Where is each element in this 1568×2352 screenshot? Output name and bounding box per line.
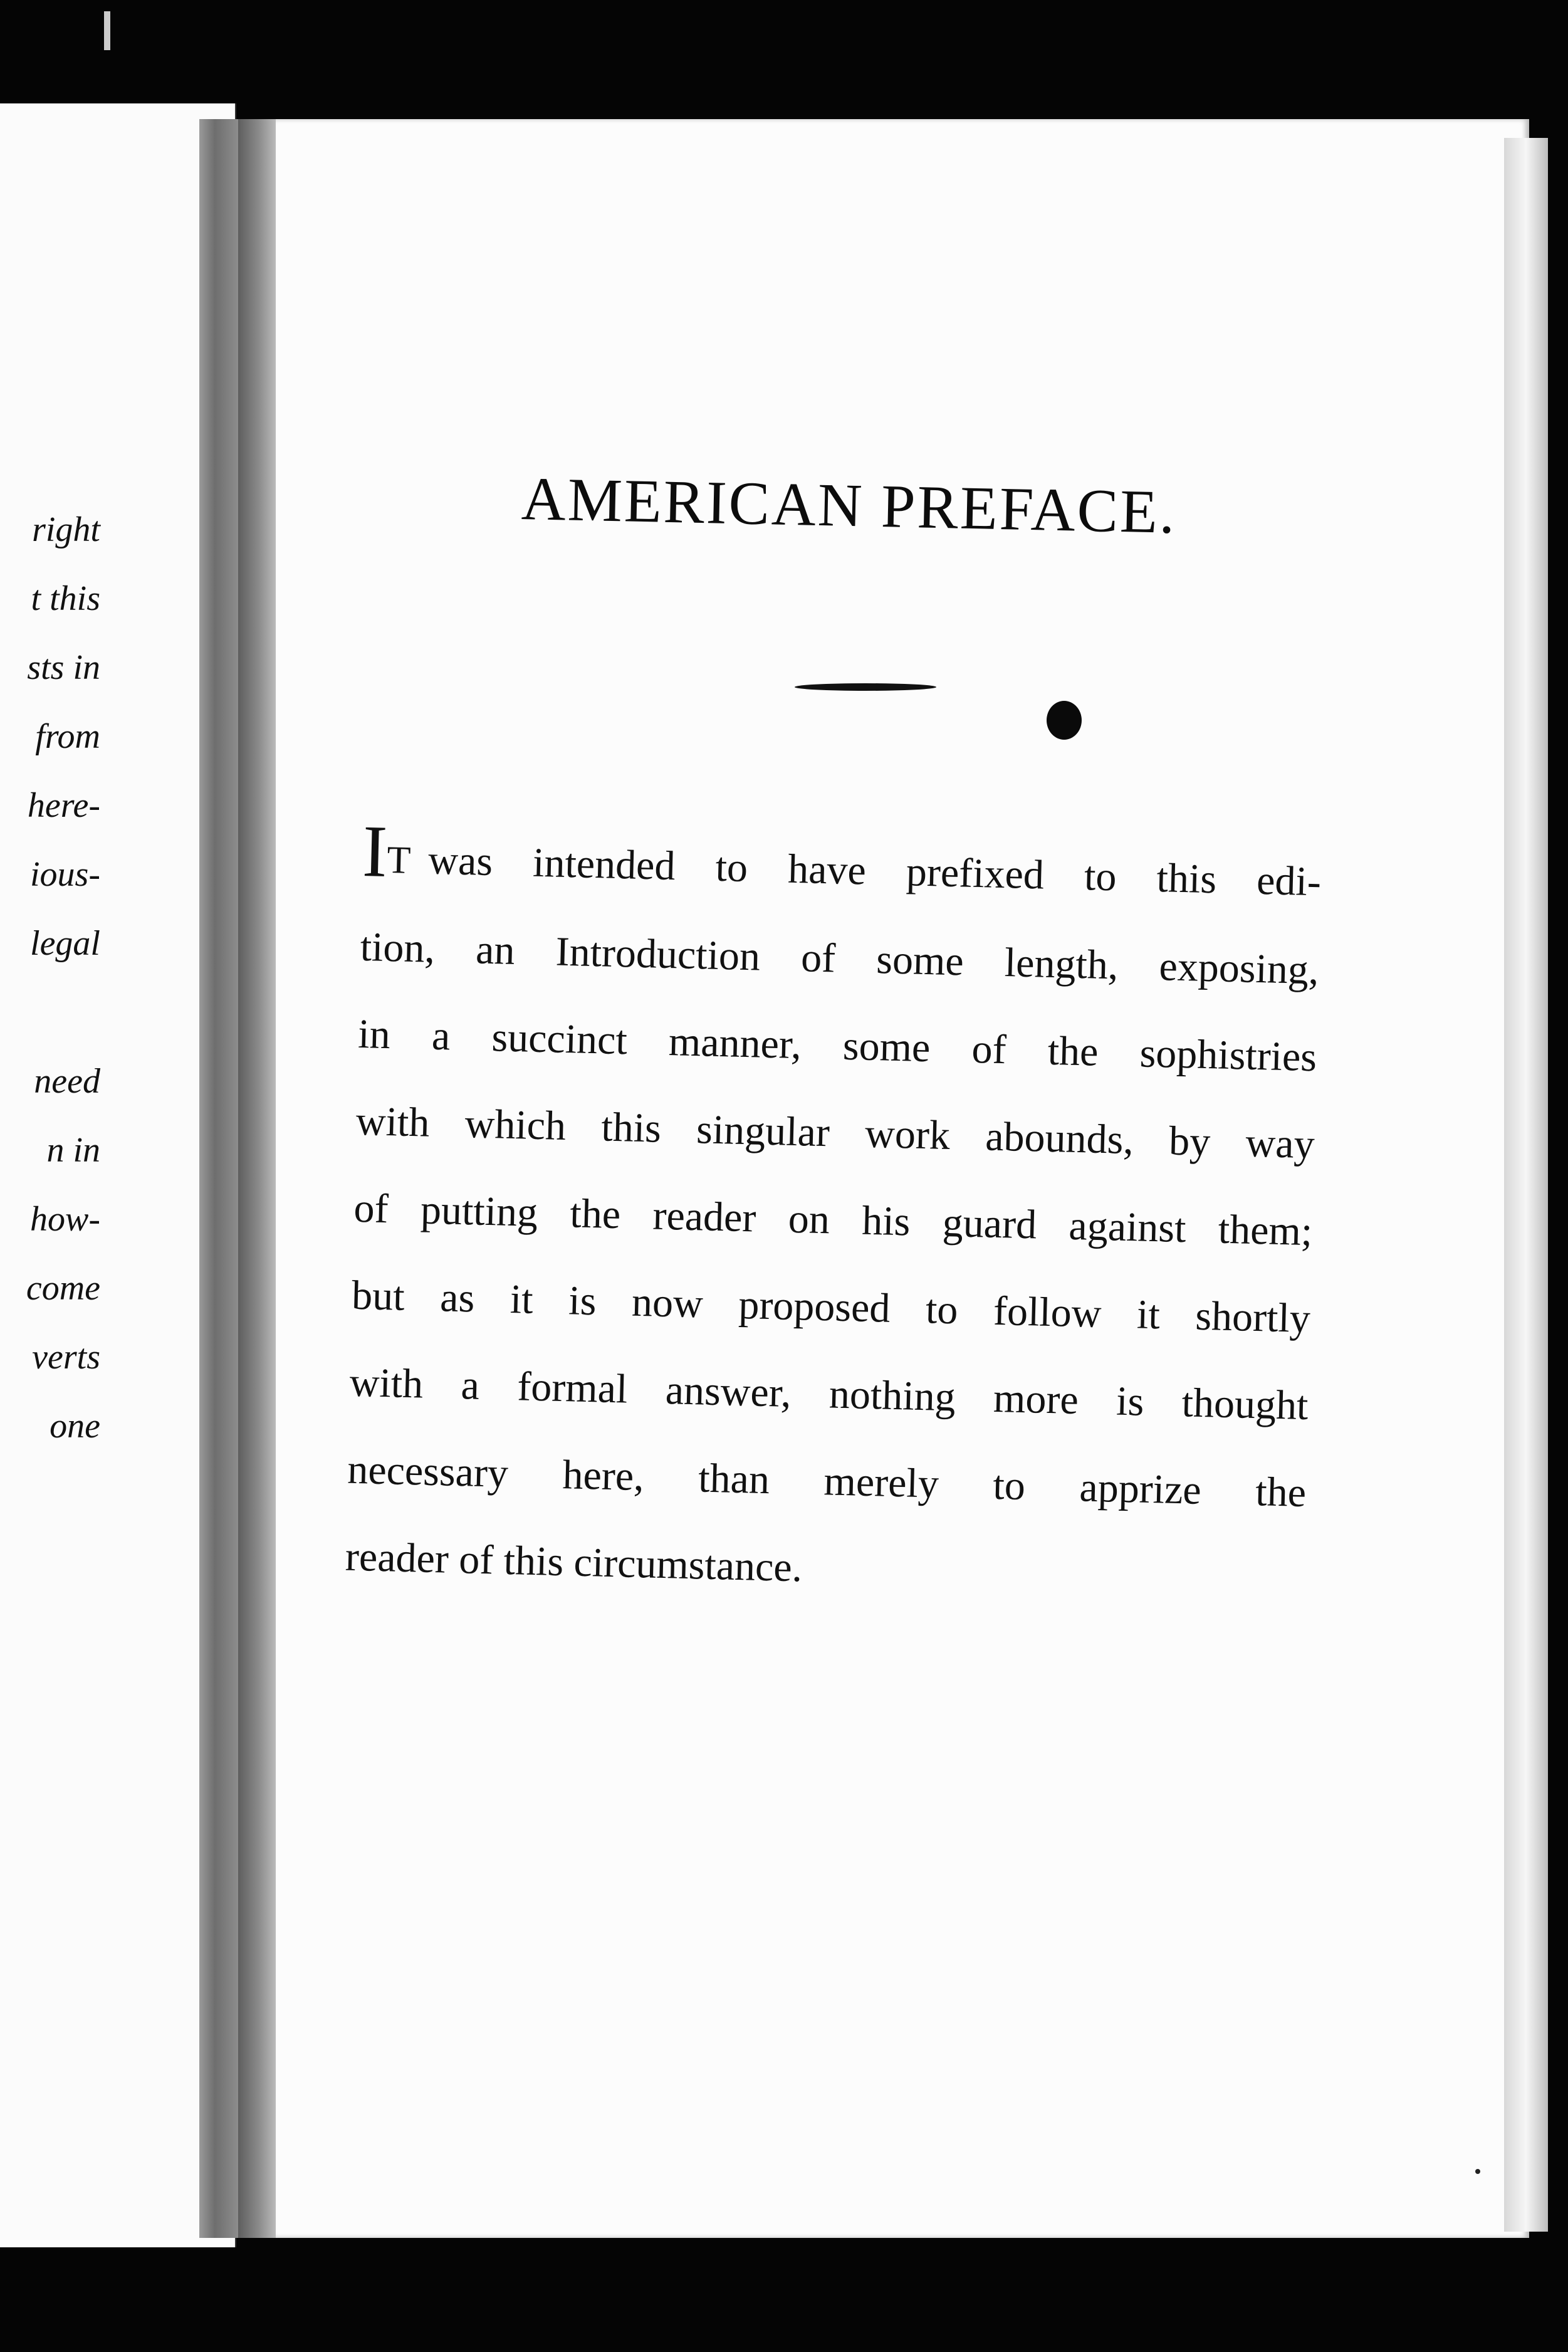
left-line-gap	[0, 978, 100, 1047]
ink-blot	[1047, 701, 1082, 740]
scan-margin-mark	[104, 11, 110, 50]
text-line-content: in a succinct manner, some of the sophistries	[357, 1011, 1317, 1081]
text-line-content: necessary here, than merely to apprize the	[347, 1446, 1307, 1516]
page-title: AMERICAN PREFACE.	[520, 465, 1178, 547]
left-line: n in	[46, 1131, 100, 1170]
drop-cap-continuation: T	[386, 838, 413, 882]
left-line: need	[34, 1062, 100, 1101]
preface-paragraph	[344, 810, 1341, 1624]
drop-cap: I	[361, 810, 389, 893]
text-line-content: was intended to have prefixed to this edi-	[427, 837, 1322, 905]
text-line-content: with which this singular work abounds, by way	[355, 1098, 1315, 1168]
left-line: how-	[30, 1200, 100, 1239]
left-line: come	[26, 1269, 100, 1308]
text-line-content: tion, an Introduction of some length, exposing,	[359, 923, 1320, 994]
text-line-content: of putting the reader on his guard against them;	[353, 1185, 1314, 1255]
left-line: from	[35, 717, 100, 756]
left-line: ious-	[30, 855, 100, 894]
left-line: t this	[31, 579, 100, 618]
text-line-content: reader of this circumstance.	[345, 1533, 803, 1591]
page-edge	[1504, 138, 1548, 2232]
page-speck	[1475, 2169, 1480, 2174]
text-line-content: with a formal answer, nothing more is thought	[348, 1359, 1309, 1429]
ornamental-rule	[795, 683, 936, 691]
left-line: one	[50, 1407, 100, 1446]
left-line: here-	[27, 786, 100, 825]
first-word	[361, 810, 414, 905]
left-page-text-fragments	[0, 495, 100, 1461]
left-line: right	[32, 510, 100, 549]
left-page-gutter-shadow	[199, 119, 238, 2238]
text-line-content: but as it is now proposed to follow it shortly	[351, 1272, 1311, 1342]
left-line: verts	[32, 1338, 100, 1377]
left-line: sts in	[27, 648, 100, 687]
left-line: legal	[30, 924, 100, 963]
